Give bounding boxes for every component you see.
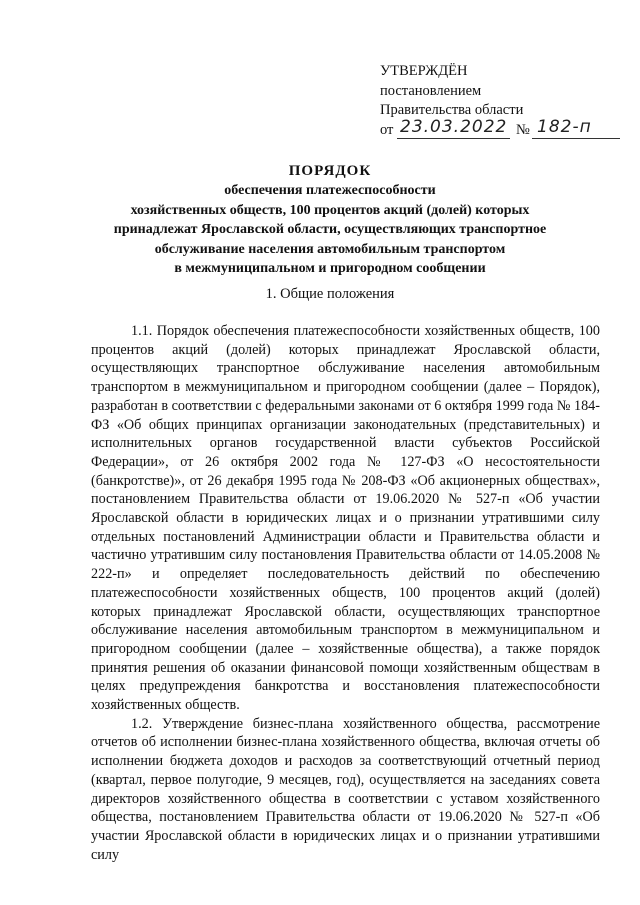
number-underline <box>532 138 620 139</box>
approval-title: УТВЕРЖДЁН <box>380 63 468 79</box>
title-line-5: в межмуниципальном и пригородном сообщении <box>174 261 486 276</box>
title-line-3: принадлежат Ярославской области, осуществляющих транспортное <box>113 222 547 237</box>
date-prefix: от <box>380 121 394 138</box>
approval-stamp <box>380 62 630 141</box>
section-heading: 1. Общие положения <box>265 286 395 302</box>
paragraph-1-2: 1.2. Утверждение бизнес-плана хозяйственного общества, рассмотрение отчетов об исполнении бизнес-плана хозяйственного общества, включая отчеты об исполнении бюджета доходов и расходов за соответствующий отчетный период (квартал, первое полугодие, 9 месяцев, год), осуществляется на заседаниях совета директоров хозяйственного общества в соответствии с уставом хозяйственного общества, постановлением Правительства области от 19.06.2020 № 527-п «Об участии Ярославской области в юридических лицах и о признании утратившими силу <box>91 715 600 863</box>
title-line-2: хозяйственных обществ, 100 процентов акций (долей) которых <box>130 202 530 218</box>
handwritten-date: 23.03.2022 <box>400 116 508 137</box>
date-underline <box>397 138 510 139</box>
approval-government: Правительства области <box>380 102 524 118</box>
approval-date-line <box>380 116 630 141</box>
title-main: ПОРЯДОК <box>288 163 372 179</box>
document-title <box>60 161 600 279</box>
title-line-4: обслуживание населения автомобильным транспортом <box>154 241 506 257</box>
number-label: № <box>516 121 530 138</box>
title-line-1: обеспечения платежеспособности <box>224 183 436 198</box>
handwritten-number: 182-п <box>537 116 592 137</box>
approval-by: постановлением <box>380 82 482 99</box>
paragraph-1-1: 1.1. Порядок обеспечения платежеспособности хозяйственных обществ, 100 процентов акций (долей) которых принадлежат Ярославской области, осуществляющих транспортное обслуживание населения автомобильным транспортом в межмуниципальном и пригородном сообщении (далее – Порядок), разработан в соответствии с федеральными законами от 6 октября 1999 года № 184-ФЗ «Об общих принципах организации законодательных (представительных) и исполнительных органов государственной власти субъектов Российской Федерации», от 26 октября 2002 года № 127-ФЗ «О несостоятельности (банкротстве)», от 26 декабря 1995 года № 208-ФЗ «Об акционерных обществах», постановлением Правительства области от 19.06.2020 № 527-п «Об участии Ярославской области в юридических лицах и о признании утратившими силу отдельных постановлений Администрации области и Правительства области и частично утратившим силу постановления Правительства области от 14.05.2008 № 222-п» и определяет последовательность действий по обеспечению платежеспособности хозяйственных обществ, 100 процентов акций (долей) которых принадлежат Ярославской области, осуществляющих транспортное обслуживание населения автомобильным транспортом в межмуниципальном и пригородном сообщении (далее – хозяйственные общества), а также порядок принятия решения об оказании финансовой помощи хозяйственным обществам в целях предупреждения банкротства и восстановления платежеспособности хозяйственных обществ. <box>91 323 600 714</box>
document-body <box>91 322 600 864</box>
